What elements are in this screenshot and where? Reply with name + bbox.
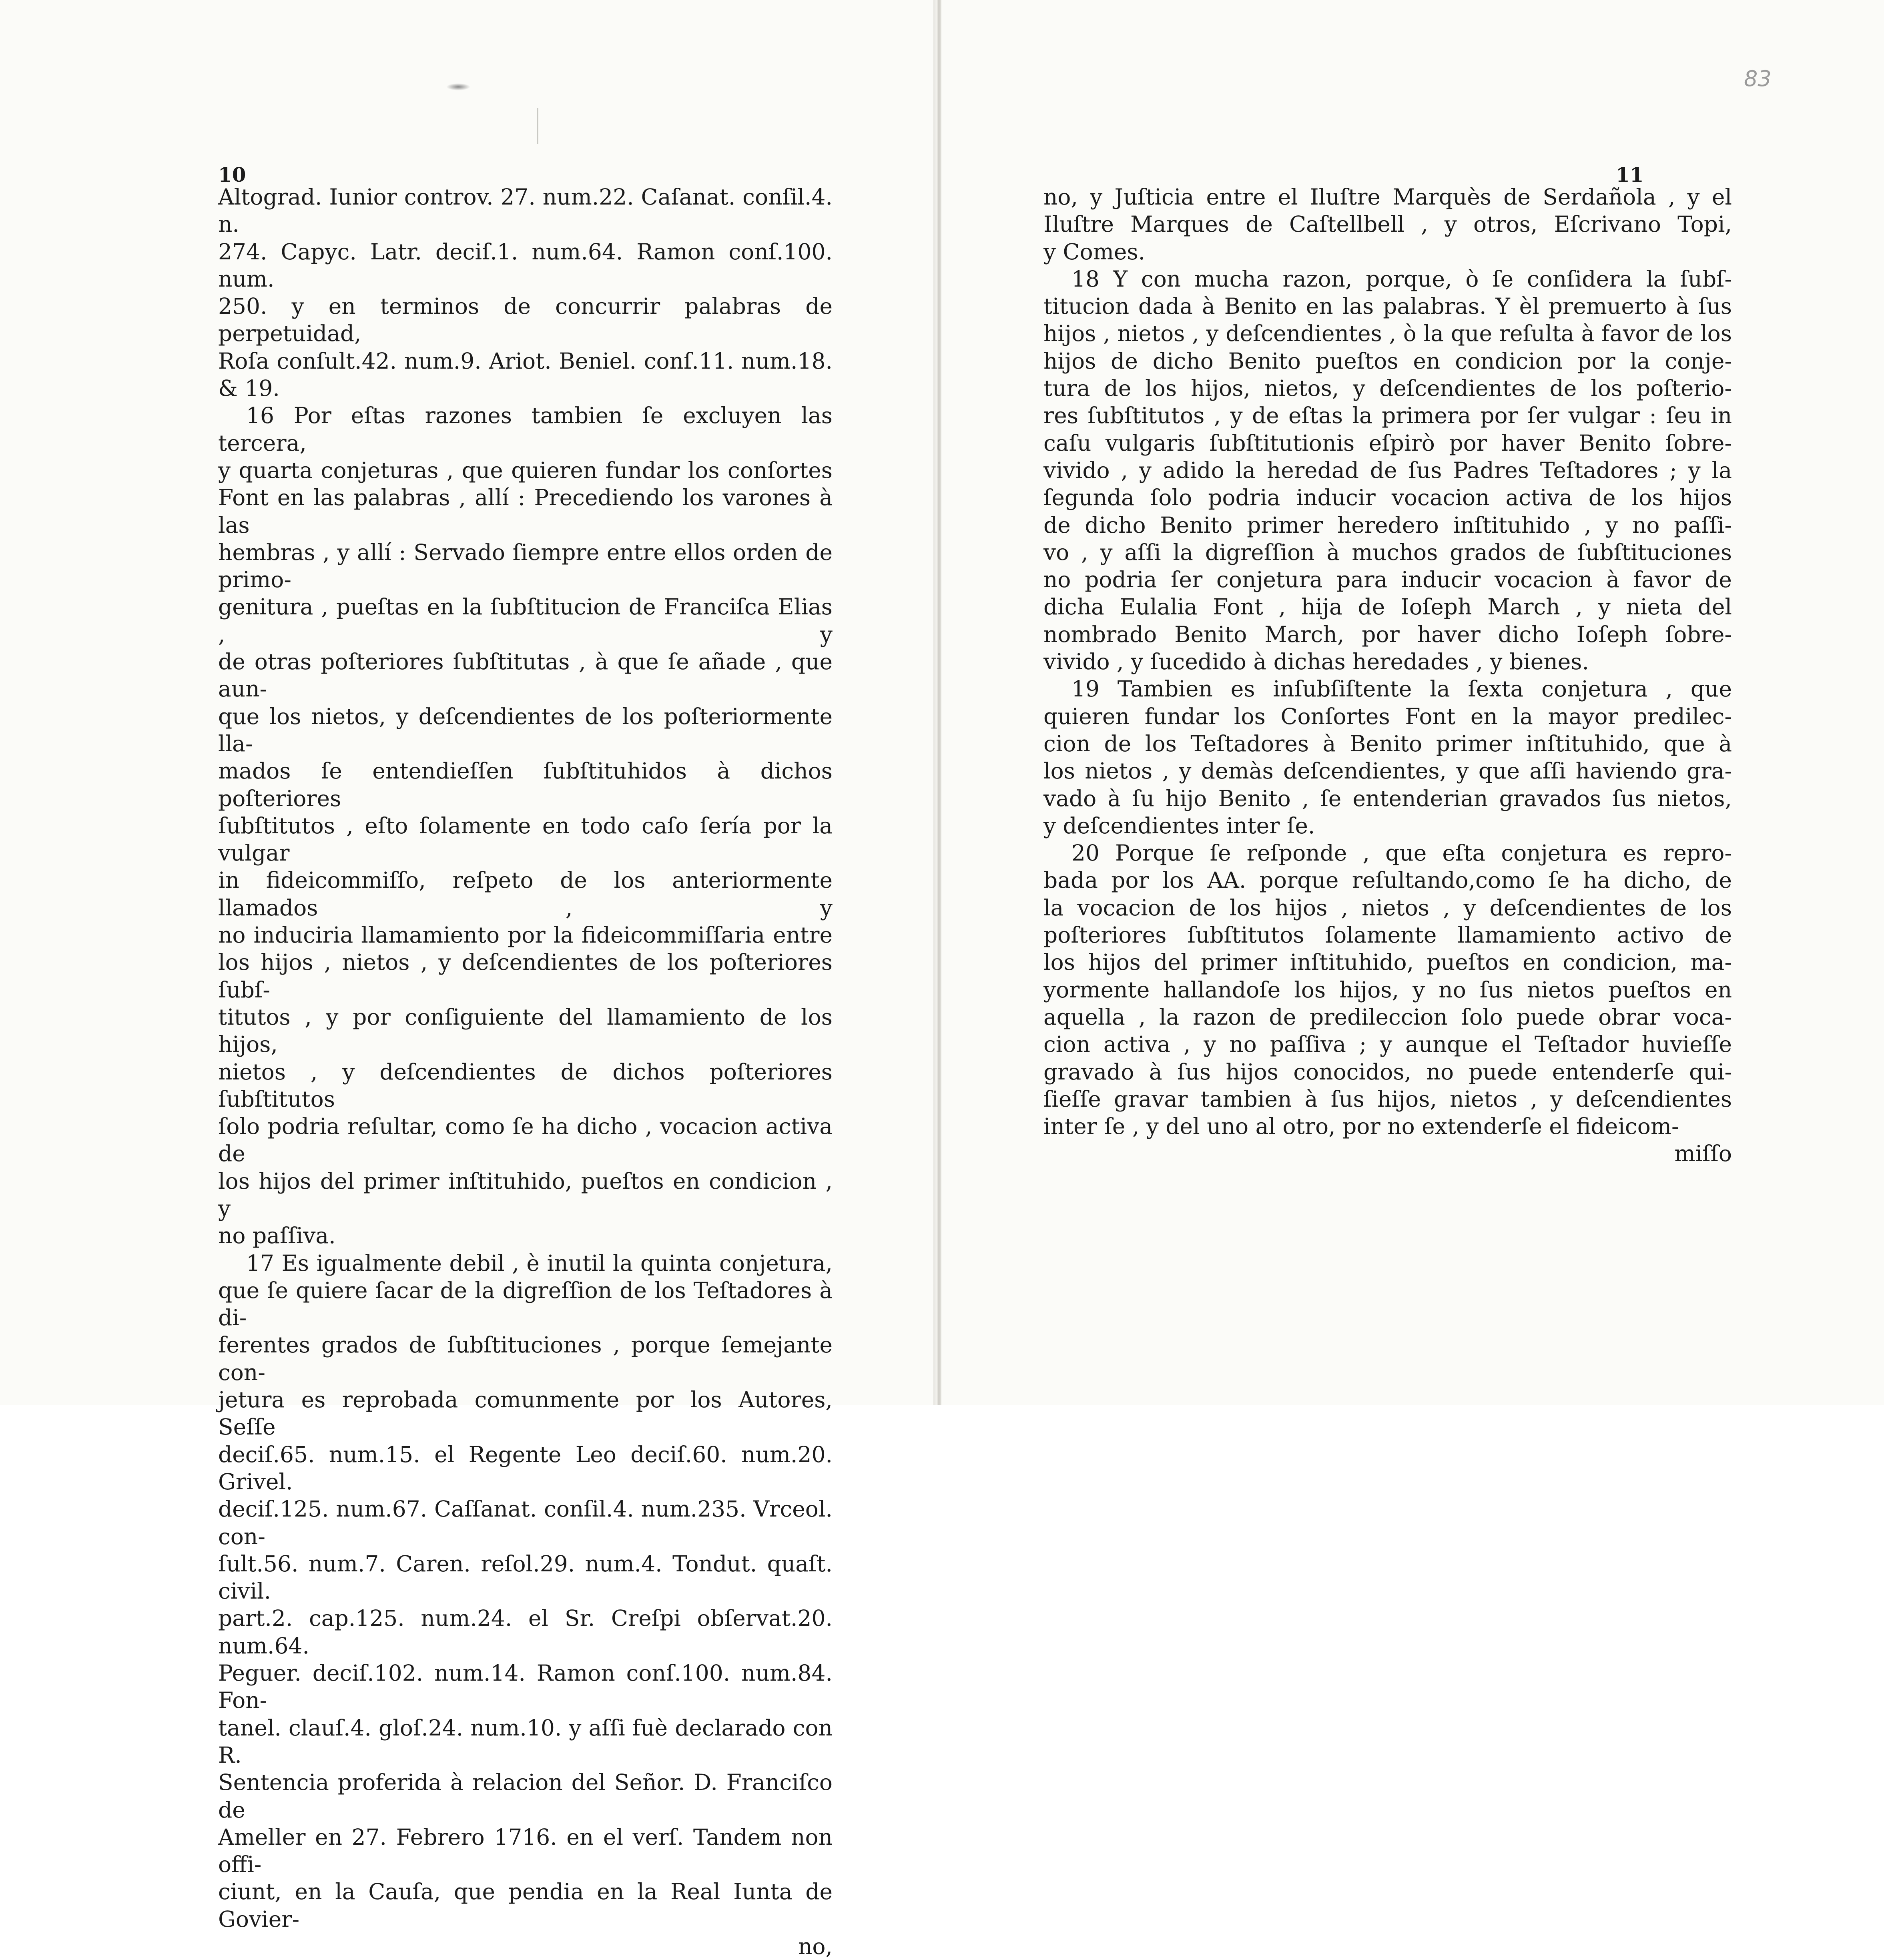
text-line: cion de los Teſtadores à Benito primer inſtituhido, que à [1043,730,1732,756]
text-line: res ſubſtitutos , y de eſtas la primera por ſer vulgar : ſeu in [1043,403,1732,429]
text-line: no, y Juſticia entre el Iluſtre Marquès de Serdañola , y el [1043,184,1732,210]
text-line: Iluſtre Marques de Caſtellbell , y otros, Eſcrivano Topi, [1043,211,1732,237]
text-line: ferentes grados de ſubſtituciones , porque ſemejante con- [218,1332,833,1385]
text-line: part.2. cap.125. num.24. el Sr. Creſpi obſervat.20. num.64. [218,1605,833,1659]
right-page [941,0,1884,1405]
text-line: Peguer. deciſ.102. num.14. Ramon conſ.100. num.84. Fon- [218,1660,833,1713]
text-line: deciſ.65. num.15. el Regente Leo deciſ.60. num.20. Grivel. [218,1441,833,1495]
text-line: titutos , y por conſiguiente del llamamiento de los hijos, [218,1004,833,1057]
ink-smudge [446,83,470,90]
text-line: in fideicommiſſo, reſpeto de los anteriormente llamados , y [218,867,833,921]
text-line: ſegunda ſolo podria inducir vocacion activa de los hijos [1043,485,1732,511]
left-page-number: 10 [218,163,246,187]
binding-mark [537,108,538,144]
text-line: titucion dada à Benito en las palabras. Y èl premuerto à ſus [1043,293,1732,319]
catchword: no, [798,1934,833,1959]
text-line: nietos , y deſcendientes de dichos poſteriores ſubſtitutos [218,1059,833,1112]
text-line: hembras , y allí : Servado ſiempre entre ellos orden de primo- [218,539,833,593]
text-line: 18 Y con mucha razon, porque, ò ſe conſidera la ſubſ- [1071,266,1732,292]
text-line: de dicho Benito primer heredero inſtituhido , y no paſſi- [1043,512,1732,538]
text-line: no paſſiva. [218,1223,336,1249]
text-line: los hijos , nietos , y deſcendientes de los poſteriores ſubſ- [218,949,833,1003]
text-line: 19 Tambien es inſubſiſtente la ſexta conjetura , que [1071,676,1732,702]
text-line: Font en las palabras , allí : Precediendo los varones à las [218,485,833,538]
text-line: vivido , y adido la heredad de ſus Padres Teſtadores ; y la [1043,457,1732,483]
text-line: ciunt, en la Cauſa, que pendia en la Real Iunta de Govier- [218,1879,833,1932]
text-line: vo , y aſſi la digreſſion à muchos grados de ſubſtituciones [1043,539,1732,565]
text-line: y quarta conjeturas , que quieren fundar los conſortes [218,457,833,483]
text-line: y deſcendientes inter ſe. [1043,812,1315,839]
text-line: ſolo podria reſultar, como ſe ha dicho , vocacion activa de [218,1113,833,1167]
text-line: los hijos del primer inſtituhido, pueſtos en condicion, ma- [1043,949,1732,975]
text-line: no induciria llamamiento por la fideicommiſſaria entre [218,922,833,948]
text-line: deciſ.125. num.67. Caſſanat. conſil.4. num.235. Vrceol. con- [218,1496,833,1549]
text-line: ſubſtitutos , eſto ſolamente en todo caſo ſería por la vulgar [218,812,833,866]
text-line: Sentencia proferida à relacion del Señor. D. Franciſco de [218,1769,833,1823]
text-line: 20 Porque ſe reſponde , que eſta conjetura es repro- [1071,840,1732,866]
text-line: Altograd. Iunior controv. 27. num.22. Caſanat. conſil.4. n. [218,184,833,237]
text-line: jetura es reprobada comunmente por los Autores, Seſſe [218,1387,833,1440]
text-line: los nietos , y demàs deſcendientes, y que aſſi haviendo gra- [1043,758,1732,784]
text-line: quieren fundar los Conſortes Font en la mayor predilec- [1043,703,1732,729]
left-page [0,0,937,1959]
text-line: inter ſe , y del uno al otro, por no extenderſe el fideicom- [1043,1113,1679,1139]
text-line: & 19. [218,375,280,401]
text-line: vivido , y ſucedido à dichas heredades , y bienes. [1043,649,1589,675]
text-line: bada por los AA. porque reſultando,como ſe ha dicho, de [1043,867,1732,893]
text-line: gravado à ſus hijos conocidos, no puede entenderſe qui- [1043,1059,1732,1085]
text-line: 17 Es igualmente debil , è inutil la quinta conjetura, [246,1250,833,1276]
text-line: tanel. clauſ.4. gloſ.24. num.10. y aſſi fuè declarado con R. [218,1715,833,1768]
text-line: que ſe quiere ſacar de la digreſſion de los Teſtadores à di- [218,1277,833,1331]
text-line: la vocacion de los hijos , nietos , y deſcendientes de los [1043,895,1732,921]
text-line: 16 Por eſtas razones tambien ſe excluyen las tercera, [218,403,833,456]
text-line: Ameller en 27. Febrero 1716. en el verſ. Tandem non offi- [218,1824,833,1878]
text-line: vado à ſu hijo Benito , ſe entenderian gravados ſus nietos, [1043,785,1732,811]
text-line: 250. y en terminos de concurrir palabras de perpetuidad, [218,293,833,347]
text-line: hijos , nietos , y deſcendientes , ò la que reſulta à favor de los [1043,321,1732,347]
text-line: mados ſe entendieſſen ſubſtituhidos à dichos poſteriores [218,758,833,811]
text-line: de otras poſteriores ſubſtitutas , à que ſe añade , que aun- [218,649,833,702]
text-line: ſieſſe gravar tambien à ſus hijos, nietos , y deſcendientes [1043,1086,1732,1112]
catchword: miſſo [1674,1141,1732,1167]
text-line: dicha Eulalia Font , hija de Ioſeph March , y nieta del [1043,594,1732,620]
text-line: cion activa , y no paſſiva ; y aunque el Teſtador huvieſſe [1043,1031,1732,1057]
text-line: hijos de dicho Benito pueſtos en condicion por la conje- [1043,348,1732,374]
text-line: aquella , la razon de predileccion ſolo puede obrar voca- [1043,1004,1732,1030]
text-line: Roſa conſult.42. num.9. Ariot. Beniel. conſ.11. num.18. [218,348,833,374]
text-line: caſu vulgaris ſubſtitutionis eſpirò por haver Benito ſobre- [1043,430,1732,456]
left-text-column [218,183,833,1960]
text-line: tura de los hijos, nietos, y deſcendientes de los poſterio- [1043,375,1732,401]
text-line: 274. Capyc. Latr. deciſ.1. num.64. Ramon conſ.100. num. [218,239,833,292]
text-line: los hijos del primer inſtituhido, pueſtos en condicion , y [218,1168,833,1221]
right-text-column [1043,183,1732,1168]
text-line: y Comes. [1043,239,1146,265]
text-line: no podria ſer conjetura para inducir vocacion à favor de [1043,567,1732,593]
text-line: genitura , pueſtas en la ſubſtitucion de Franciſca Elias , y [218,594,833,647]
text-line: nombrado Benito March, por haver dicho Ioſeph ſobre- [1043,621,1732,647]
text-line: yormente hallandoſe los hijos, y no ſus nietos pueſtos en [1043,977,1732,1003]
right-page-number: 11 [1616,163,1644,187]
folio-pencil-note: 83 [1744,66,1772,91]
text-line: que los nietos, y deſcendientes de los poſteriormente lla- [218,703,833,756]
text-line: ſult.56. num.7. Caren. reſol.29. num.4. Tondut. quaſt. civil. [218,1551,833,1604]
text-line: poſteriores ſubſtitutos ſolamente llamamiento activo de [1043,922,1732,948]
